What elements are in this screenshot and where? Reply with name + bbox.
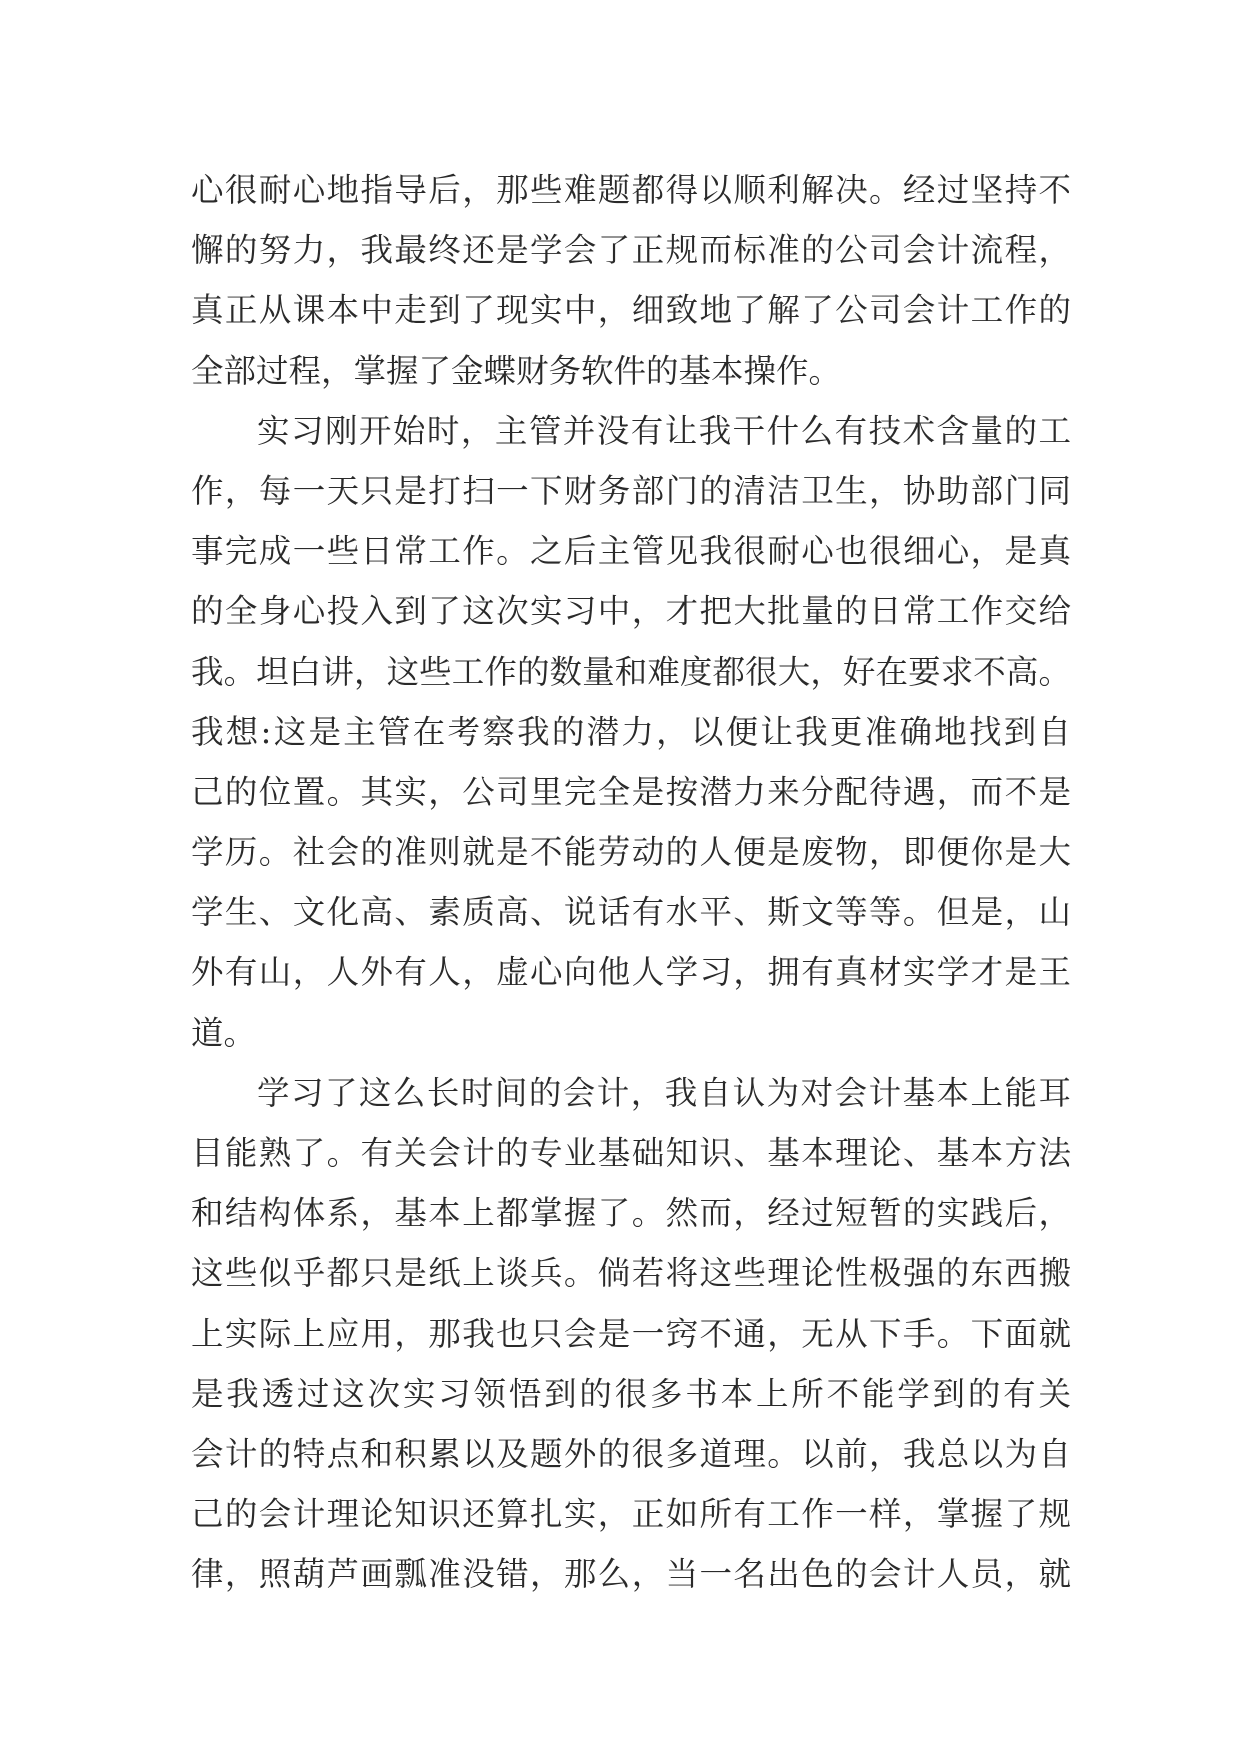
- text-line: 学历。社会的准则就是不能劳动的人便是废物，即便你是大: [191, 833, 1071, 872]
- text-line: 己的会计理论知识还算扎实，正如所有工作一样，掌握了规: [191, 1495, 1071, 1534]
- text-line: 我想:这是主管在考察我的潜力，以便让我更准确地找到自: [191, 712, 1071, 751]
- text-line: 道。: [191, 1013, 257, 1052]
- text-line: 事完成一些日常工作。之后主管见我很耐心也很细心，是真: [191, 532, 1071, 571]
- paragraph-first-line: 实习刚开始时，主管并没有让我干什么有技术含量的工: [257, 411, 1071, 450]
- text-line: 目能熟了。有关会计的专业基础知识、基本理论、基本方法: [191, 1134, 1071, 1172]
- text-line: 心很耐心地指导后，那些难题都得以顺利解决。经过坚持不: [191, 171, 1071, 209]
- text-line: 学生、文化高、素质高、说话有水平、斯文等等。但是，山: [191, 893, 1071, 932]
- text-line: 己的位置。其实，公司里完全是按潜力来分配待遇，而不是: [191, 772, 1071, 811]
- text-line: 外有山，人外有人，虚心向他人学习，拥有真材实学才是王: [191, 953, 1071, 992]
- text-line: 懈的努力，我最终还是学会了正规而标准的公司会计流程，: [191, 231, 1071, 270]
- text-line: 我。坦白讲，这些工作的数量和难度都很大，好在要求不高。: [191, 652, 1071, 691]
- text-line: 律，照葫芦画瓢准没错，那么，当一名出色的会计人员，就: [191, 1555, 1071, 1594]
- body-text: [191, 160, 1071, 1605]
- text-line: 这些似乎都只是纸上谈兵。倘若将这些理论性极强的东西搬: [191, 1254, 1071, 1293]
- text-line: 全部过程，掌握了金蝶财务软件的基本操作。: [191, 351, 842, 390]
- paragraph-first-line: 学习了这么长时间的会计，我自认为对会计基本上能耳: [257, 1073, 1071, 1112]
- text-line: 作，每一天只是打扫一下财务部门的清洁卫生，协助部门同: [191, 471, 1071, 510]
- text-line: 会计的特点和积累以及题外的很多道理。以前，我总以为自: [191, 1434, 1071, 1473]
- text-line: 上实际上应用，那我也只会是一窍不通，无从下手。下面就: [191, 1314, 1071, 1353]
- text-line: 是我透过这次实习领悟到的很多书本上所不能学到的有关: [191, 1374, 1071, 1413]
- text-line: 真正从课本中走到了现实中，细致地了解了公司会计工作的: [191, 291, 1071, 330]
- text-line: 的全身心投入到了这次实习中，才把大批量的日常工作交给: [191, 592, 1071, 631]
- text-line: 和结构体系，基本上都掌握了。然而，经过短暂的实践后，: [191, 1194, 1071, 1233]
